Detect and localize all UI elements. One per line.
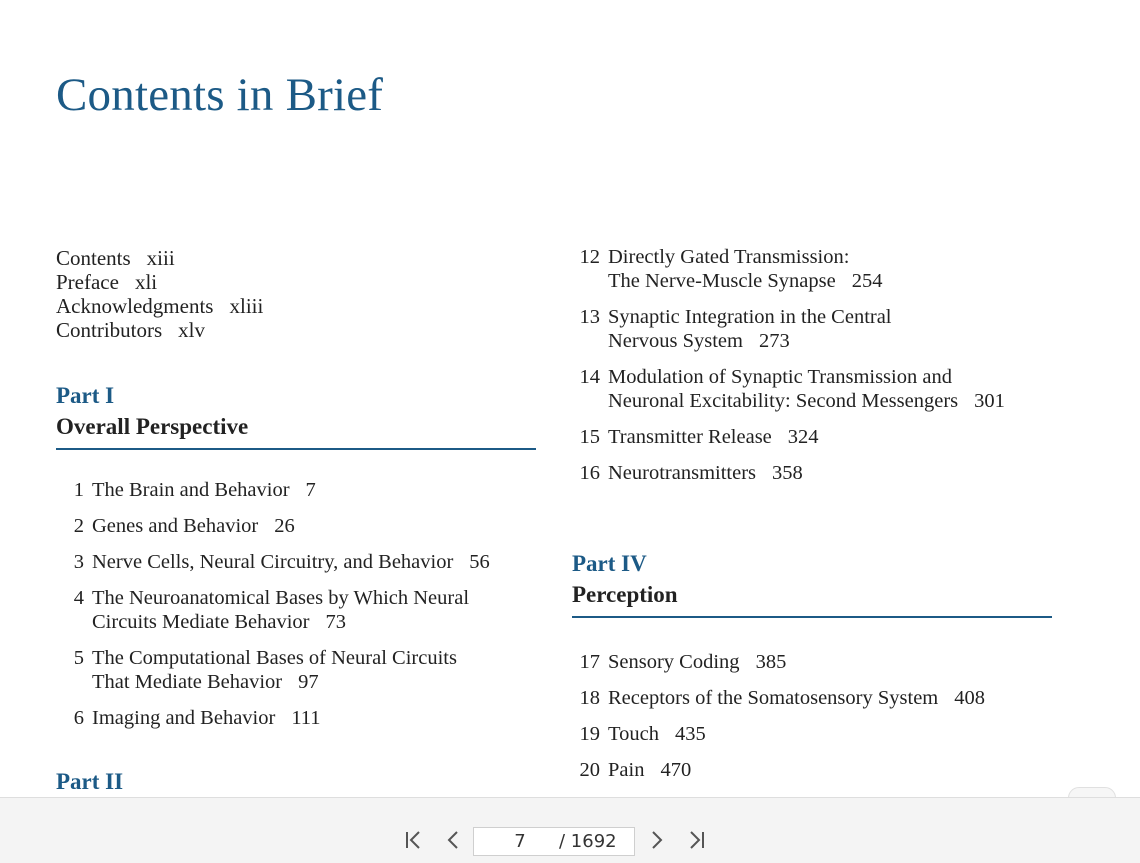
- part-heading-2: [56, 767, 123, 797]
- chapter-entry[interactable]: 3 Nerve Cells, Neural Circuitry, and Behavior 56: [73, 551, 490, 573]
- part-divider: [56, 448, 536, 450]
- chapter-entry[interactable]: 18 Receptors of the Somatosensory System 408: [579, 687, 985, 709]
- front-matter-item[interactable]: Contents xiii: [56, 246, 175, 270]
- part-number: Part IV: [572, 551, 647, 576]
- next-page-icon: [646, 829, 668, 851]
- chapter-entry[interactable]: 14 Modulation of Synaptic Transmission and Neuronal Excitability: Second Messengers 301: [579, 366, 1005, 412]
- front-matter-item[interactable]: Contributors xlv: [56, 318, 206, 342]
- page-navigation-toolbar: [0, 797, 1140, 863]
- part-heading-1: [56, 381, 248, 443]
- last-page-icon: [686, 829, 708, 851]
- chapter-entry[interactable]: 5 The Computational Bases of Neural Circuits That Mediate Behavior 97: [73, 647, 457, 693]
- last-page-button[interactable]: [686, 829, 708, 851]
- page-title: Contents in Brief: [56, 69, 384, 121]
- previous-page-button[interactable]: [442, 829, 464, 851]
- part-title: Overall Perspective: [56, 414, 249, 439]
- first-page-icon: [402, 829, 424, 851]
- chapter-entry[interactable]: 1 The Brain and Behavior 7: [73, 479, 316, 501]
- front-matter-list: [56, 246, 263, 342]
- chapter-entry[interactable]: 15 Transmitter Release 324: [579, 426, 819, 448]
- page-number-input[interactable]: [474, 828, 566, 855]
- part-number: Part II: [56, 769, 124, 794]
- total-pages: / 1692: [559, 831, 617, 852]
- part-title: Perception: [572, 582, 678, 607]
- part-divider: [572, 616, 1052, 618]
- chapter-entry[interactable]: 2 Genes and Behavior 26: [73, 515, 295, 537]
- previous-page-icon: [442, 829, 464, 851]
- chapter-entry[interactable]: 16 Neurotransmitters 358: [579, 462, 803, 484]
- part-heading-4: [572, 549, 678, 611]
- next-page-button[interactable]: [646, 829, 668, 851]
- page-number-box: [473, 827, 635, 856]
- front-matter-item[interactable]: Preface xli: [56, 270, 158, 294]
- chapter-entry[interactable]: 17 Sensory Coding 385: [579, 651, 787, 673]
- front-matter-item[interactable]: Acknowledgments xliii: [56, 294, 264, 318]
- chapter-entry[interactable]: 19 Touch 435: [579, 723, 706, 745]
- chapter-entry[interactable]: 12 Directly Gated Transmission: The Nerve-Muscle Synapse 254: [579, 246, 883, 292]
- chapter-entry[interactable]: 13 Synaptic Integration in the Central Nervous System 273: [579, 306, 892, 352]
- first-page-button[interactable]: [402, 829, 424, 851]
- chapter-entry[interactable]: 4 The Neuroanatomical Bases by Which Neural Circuits Mediate Behavior 73: [73, 587, 470, 633]
- part-number: Part I: [56, 383, 115, 408]
- chapter-entry[interactable]: 20 Pain 470: [579, 759, 692, 781]
- chapter-entry[interactable]: 6 Imaging and Behavior 111: [73, 707, 321, 729]
